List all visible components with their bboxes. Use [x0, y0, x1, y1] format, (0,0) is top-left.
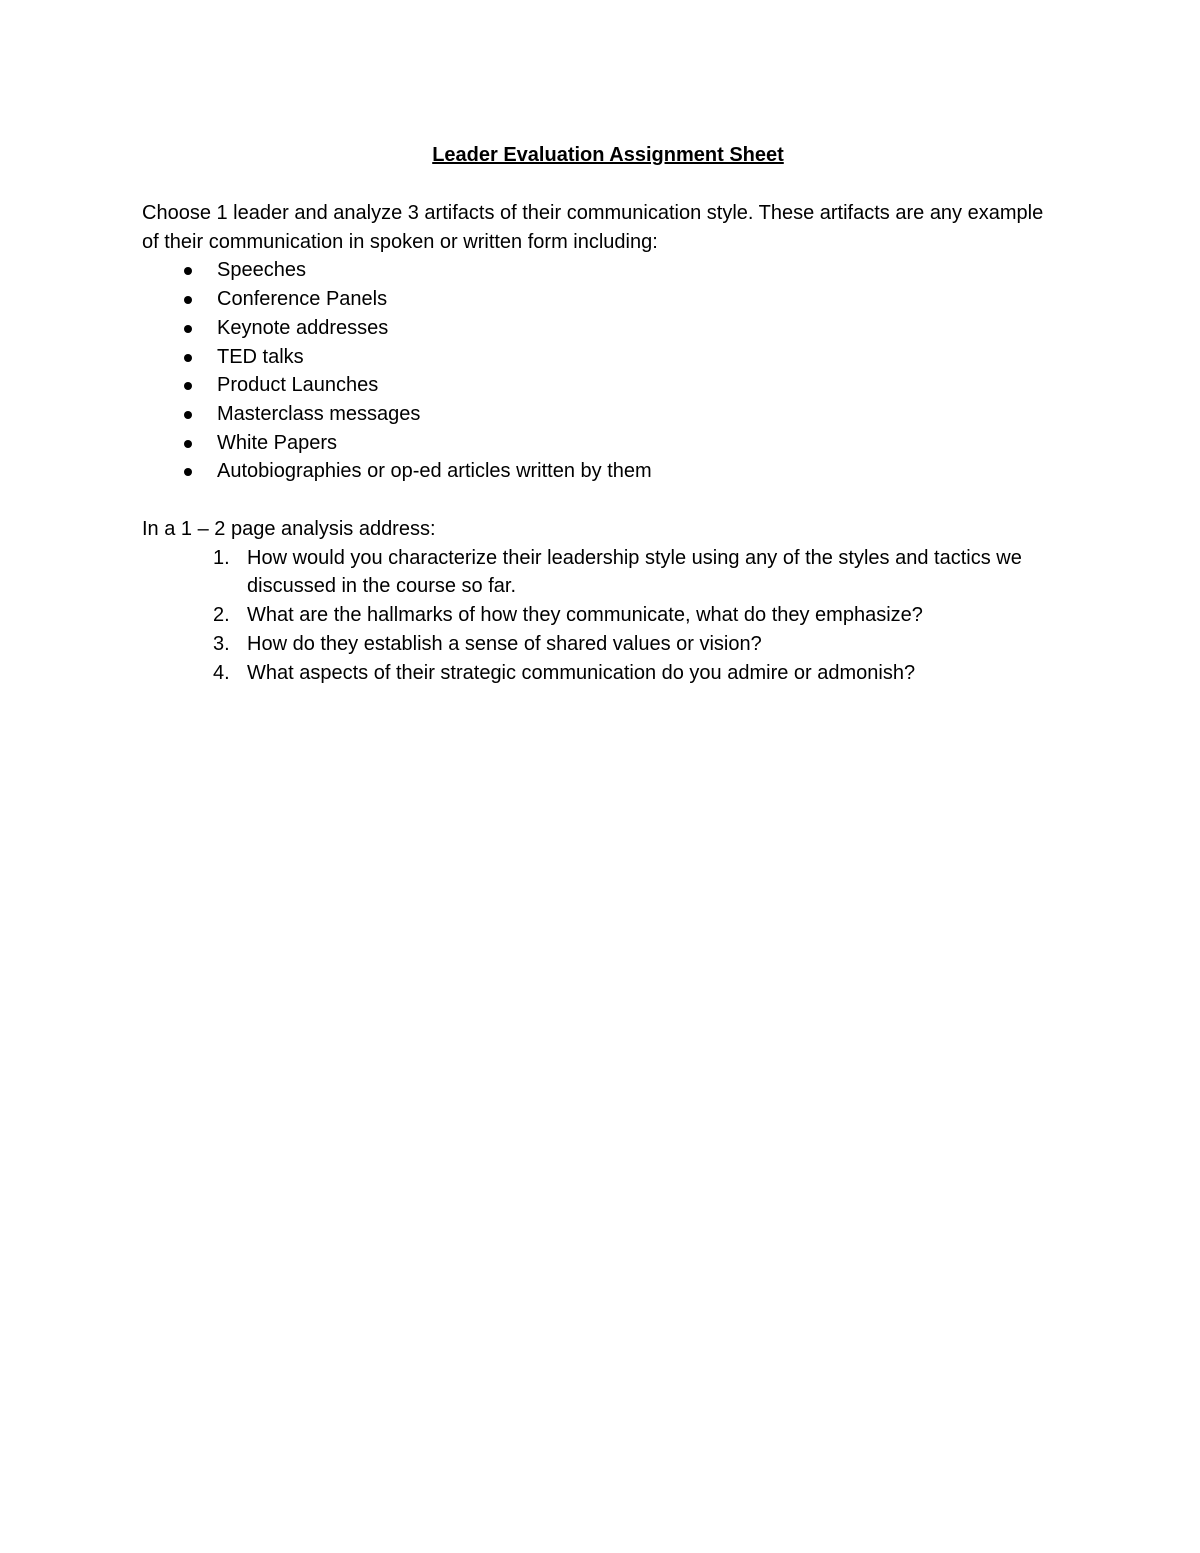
question-item [142, 630, 1062, 659]
analysis-prompt: In a 1 – 2 page analysis address: [142, 518, 436, 541]
list-item-text: Conference Panels [217, 288, 388, 311]
question-text: How do they establish a sense of shared values or vision? [247, 632, 762, 655]
question-number: 1. [213, 546, 230, 569]
question-text: What are the hallmarks of how they communicate, what do they emphasize? [247, 604, 923, 627]
bullet-icon [184, 382, 192, 390]
list-item-text: Keynote addresses [217, 316, 389, 339]
list-item [142, 429, 1062, 458]
question-list [142, 544, 1062, 688]
bullet-icon [184, 325, 192, 333]
question-text: How would you characterize their leadership style using any of the styles and tactics we discussed in the course so far. [247, 546, 1022, 598]
question-number: 2. [213, 604, 230, 627]
list-item [142, 400, 1062, 429]
list-item-text: Masterclass messages [217, 402, 421, 425]
list-item-text: TED talks [217, 345, 304, 368]
list-item-text: Product Launches [217, 374, 379, 397]
question-item [142, 544, 1062, 601]
list-item [142, 457, 1062, 486]
list-item [142, 343, 1062, 372]
question-number: 4. [213, 661, 230, 684]
bullet-icon [184, 411, 192, 419]
list-item [142, 314, 1062, 343]
list-item-text: White Papers [217, 431, 338, 454]
document-title: Leader Evaluation Assignment Sheet [432, 144, 784, 166]
artifact-list [142, 256, 1062, 486]
bullet-icon [184, 468, 192, 476]
question-text: What aspects of their strategic communication do you admire or admonish? [247, 661, 916, 684]
list-item-text: Speeches [217, 259, 306, 282]
question-item [142, 601, 1062, 630]
question-item [142, 659, 1062, 688]
paragraph-spacer [142, 486, 1062, 515]
bullet-icon [184, 354, 192, 362]
list-item [142, 285, 1062, 314]
list-item [142, 371, 1062, 400]
bullet-icon [184, 267, 192, 275]
list-item-text: Autobiographies or op-ed articles written by them [217, 460, 652, 483]
question-number: 3. [213, 632, 230, 655]
document-body [142, 141, 1062, 687]
bullet-icon [184, 296, 192, 304]
bullet-icon [184, 440, 192, 448]
list-item [142, 256, 1062, 285]
intro-paragraph: Choose 1 leader and analyze 3 artifacts of their communication style. These artifacts are any example of their communication in spoken or written form including: [142, 202, 1044, 253]
